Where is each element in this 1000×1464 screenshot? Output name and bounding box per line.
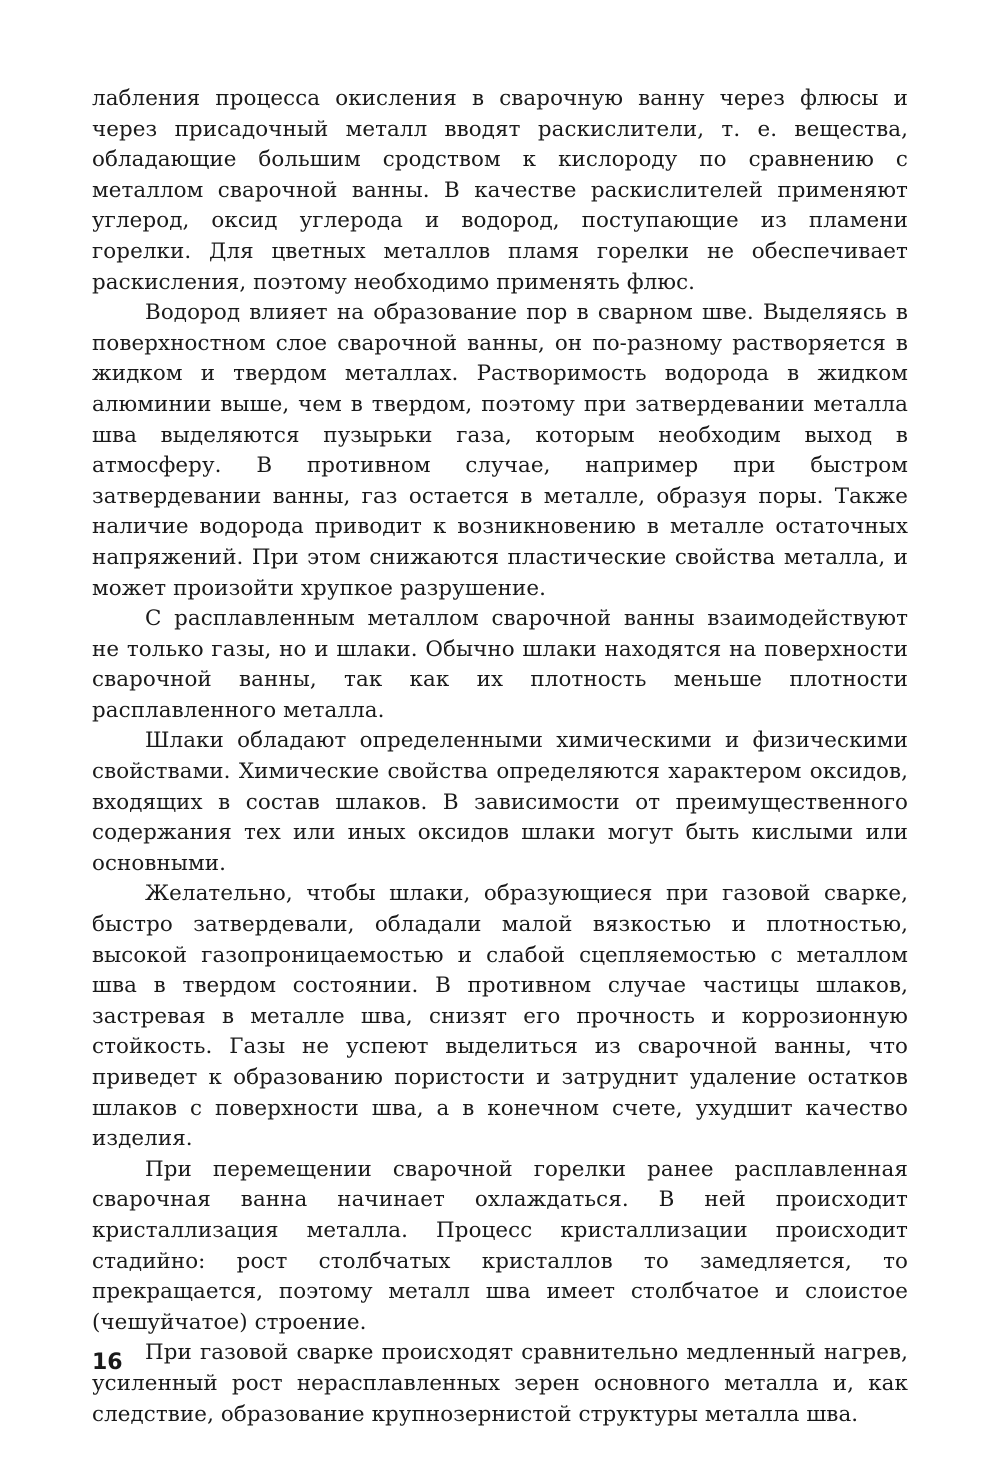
paragraph-crystallization: При перемещении сварочной горелки ранее расплавленная сварочная ванна начинает охлаждаться. В ней происходит кристаллизация металла. Процесс кристаллизации происходит стадийно: рост столбчатых кристаллов то замедляется, то прекращается, поэтому металл шва имеет столбчатое и слоистое (чешуйчатое) строение.: [92, 1156, 908, 1335]
paragraph-grain-structure: При газовой сварке происходят сравнительно медленный нагрев, усиленный рост нерасплавленных зерен основного металла и, как следствие, образование крупнозернистой структуры металла шва.: [92, 1340, 908, 1427]
paragraph-slag-requirements: Желательно, чтобы шлаки, образующиеся при газовой сварке, быстро затвердевали, обладали малой вязкостью и плотностью, высокой газопроницаемостью и слабой сцепляемостью с металлом шва в твердом состоянии. В противном случае частицы шлаков, застревая в металле шва, снизят его прочность и коррозионную стойкость. Газы не успеют выделиться из сварочной ванны, что приведет к образованию пористости и затруднит удаление остатков шлаков с поверхности шва, а в конечном счете, ухудшит качество изделия.: [92, 881, 908, 1152]
paragraph-slag-properties: Шлаки обладают определенными химическими и физическими свойствами. Химические свойства определяются характером оксидов, входящих в состав шлаков. В зависимости от преимущественного содержания тех или иных оксидов шлаки могут быть кислыми или основными.: [92, 728, 908, 876]
paragraph-hydrogen: Водород влияет на образование пор в сварном шве. Выделяясь в поверхностном слое сварочной ванны, он по-разному растворяется в жидком и твердом металлах. Растворимость водорода в жидком алюминии выше, чем в твердом, поэтому при затвердевании металла шва выделяются пузырьки газа, которым необходим выход в атмосферу. В противном случае, например при быстром затвердевании ванны, газ остается в металле, образуя поры. Также наличие водорода приводит к возникновению в металле остаточных напряжений. При этом снижаются пластические свойства металла, и может произойти хрупкое разрушение.: [92, 300, 908, 601]
paragraph-slag-interaction: С расплавленным металлом сварочной ванны взаимодействуют не только газы, но и шлаки. Обычно шлаки находятся на поверхности сварочной ванны, так как их плотность меньше плотности расплавленного металла.: [92, 606, 908, 723]
page-number: 16: [92, 1350, 123, 1375]
body-text: [92, 84, 908, 1430]
paragraph-continued: лабления процесса окисления в сварочную ванну через флюсы и через присадочный металл вводят раскислители, т. е. вещества, обладающие большим сродством к кислороду по сравнению с металлом сварочной ванны. В качестве раскислителей применяют углерод, оксид углерода и водород, поступающие из пламени горелки. Для цветных металлов пламя горелки не обеспечивает раскисления, поэтому необходимо применять флюс.: [92, 86, 908, 295]
